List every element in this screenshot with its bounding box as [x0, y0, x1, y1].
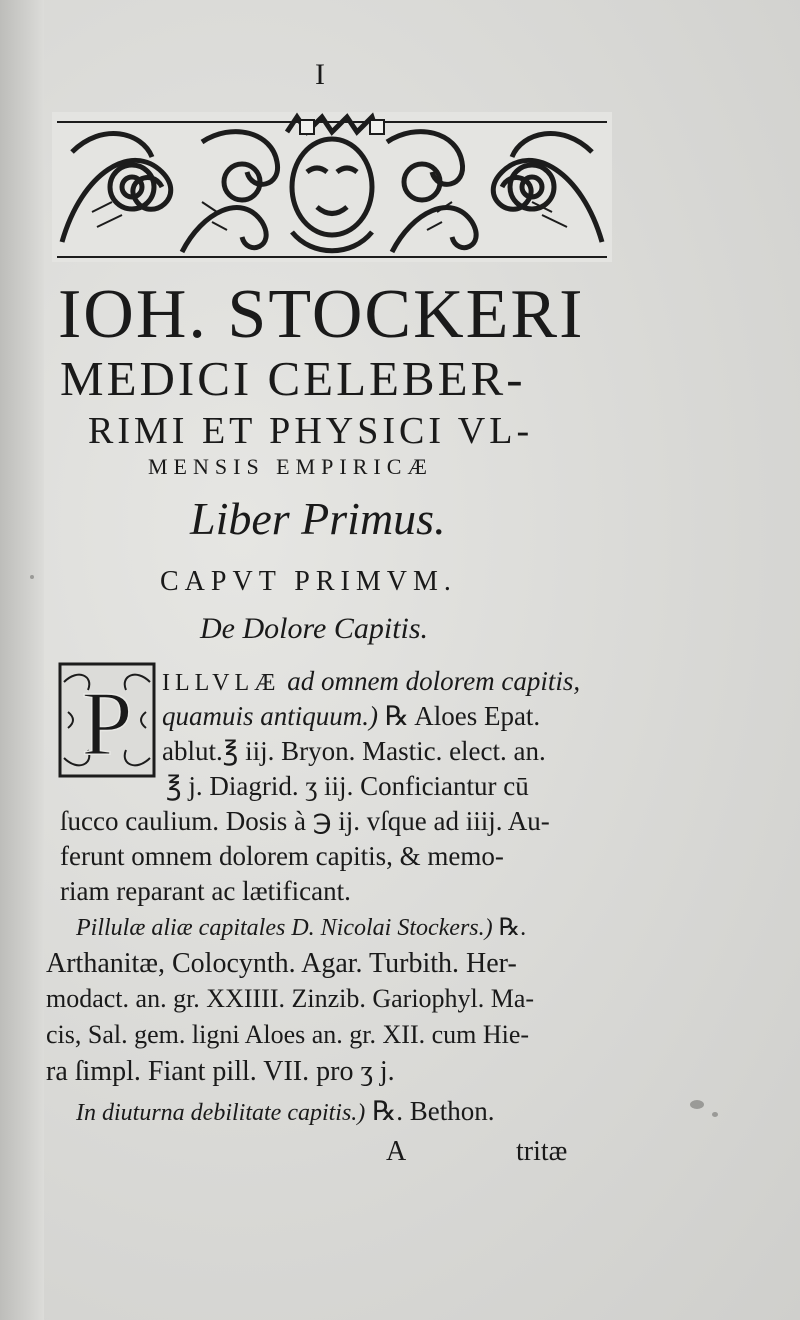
italic-text: Pillulæ aliæ capitales D. Nicolai Stockers.) [76, 915, 493, 941]
italic-text: ad omnem dolorem capitis, [287, 666, 581, 696]
text-line [76, 916, 526, 940]
roman-text: ℞. Bethon. [372, 1096, 495, 1126]
text-line [162, 668, 580, 695]
title-line-3: RIMI ET PHYSICI VL- [88, 410, 534, 452]
italic-text: quamuis antiquum.) [162, 701, 378, 731]
text-line [162, 703, 540, 730]
decorated-initial [58, 662, 156, 778]
title-author: IOH. STOCKERI [58, 276, 585, 353]
smallcaps-text: ILLVLÆ [162, 670, 281, 696]
text-line: Arthanitæ, Colocynth. Agar. Turbith. Her- [46, 948, 517, 979]
roman-text: ℞ Aloes Epat. [384, 701, 541, 731]
book-title: Liber Primus. [190, 493, 446, 544]
text-line: cis, Sal. gem. ligni Aloes an. gr. XII. cum Hie- [46, 1020, 530, 1049]
text-line: ſucco caulium. Dosis à ℈ ij. vſque ad iiij. Au- [60, 806, 550, 836]
paper-speck [30, 575, 34, 579]
chapter-subtitle: De Dolore Capitis. [200, 612, 429, 645]
signature-mark: A [386, 1136, 407, 1167]
text-line: ablut.℥ iij. Bryon. Mastic. elect. an. [162, 736, 546, 766]
page-number: I [315, 58, 325, 91]
italic-text: In diuturna debilitate capitis.) [76, 1100, 366, 1126]
catchword: tritæ [516, 1136, 568, 1167]
initial-letter: P [81, 672, 133, 774]
roman-text: ℞. [498, 915, 527, 941]
text-line: ra ſimpl. Fiant pill. VII. pro ʒ j. [46, 1056, 395, 1087]
title-line-4: MENSIS EMPIRICÆ [148, 454, 433, 479]
text-line: riam reparant ac lætificant. [60, 876, 351, 906]
paper-speck [690, 1100, 704, 1109]
page-gutter [0, 0, 44, 1320]
woodcut-headpiece-ornament [52, 112, 612, 262]
paper-speck [712, 1112, 718, 1117]
text-line: ferunt omnem dolorem capitis, & memo- [60, 841, 504, 871]
text-line: modact. an. gr. XXIIII. Zinzib. Gariophyl. Ma- [46, 984, 535, 1013]
text-line: ℥ j. Diagrid. ʒ iij. Conficiantur cū [166, 771, 529, 801]
title-line-2: MEDICI CELEBER- [60, 351, 526, 406]
text-line [76, 1098, 495, 1125]
chapter-heading: CAPVT PRIMVM. [160, 566, 457, 597]
initial-frame-ornament [58, 662, 156, 778]
